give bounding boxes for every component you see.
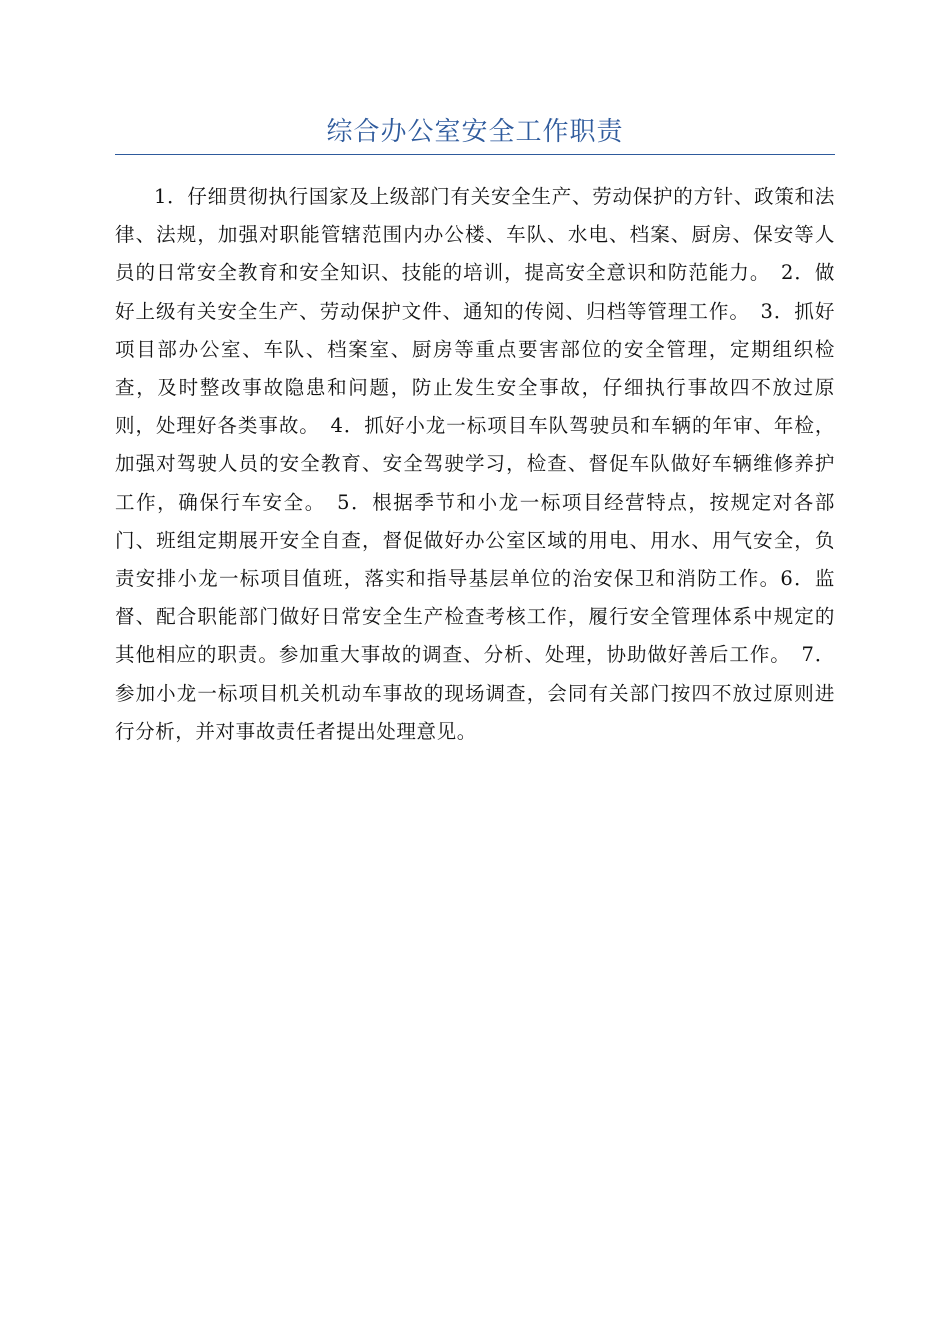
document-title: 综合办公室安全工作职责 <box>326 117 624 147</box>
document-body: 1．仔细贯彻执行国家及上级部门有关安全生产、劳动保护的方针、政策和法律、法规，加强对职能管辖范围内办公楼、车队、水电、档案、厨房、保安等人员的日常安全教育和安全知识、技能的培训，提高安全意识和防范能力。 2．做好上级有关安全生产、劳动保护文件、通知的传阅、归档等管理工作。 3．抓好项目部办公室、车队、档案室、厨房等重点要害部位的安全管理，定期组织检查，及时整改事故隐患和问题，防止发生安全事故，仔细执行事故四不放过原则，处理好各类事故。 4．抓好小龙一标项目车队驾驶员和车辆的年审、年检，加强对驾驶人员的安全教育、安全驾驶学习，检查、督促车队做好车辆维修养护工作，确保行车安全。 5．根据季节和小龙一标项目经营特点，按规定对各部门、班组定期展开安全自查，督促做好办公室区域的用电、用水、用气安全，负责安排小龙一标项目值班，落实和指导基层单位的治安保卫和消防工作。6．监督、配合职能部门做好日常安全生产检查考核工作，履行安全管理体系中规定的其他相应的职责。参加重大事故的调查、分析、处理，协助做好善后工作。 7．参加小龙一标项目机关机动车事故的现场调查，会同有关部门按四不放过原则进行分析，并对事故责任者提出处理意见。 <box>115 185 835 743</box>
title-underline <box>115 154 835 155</box>
